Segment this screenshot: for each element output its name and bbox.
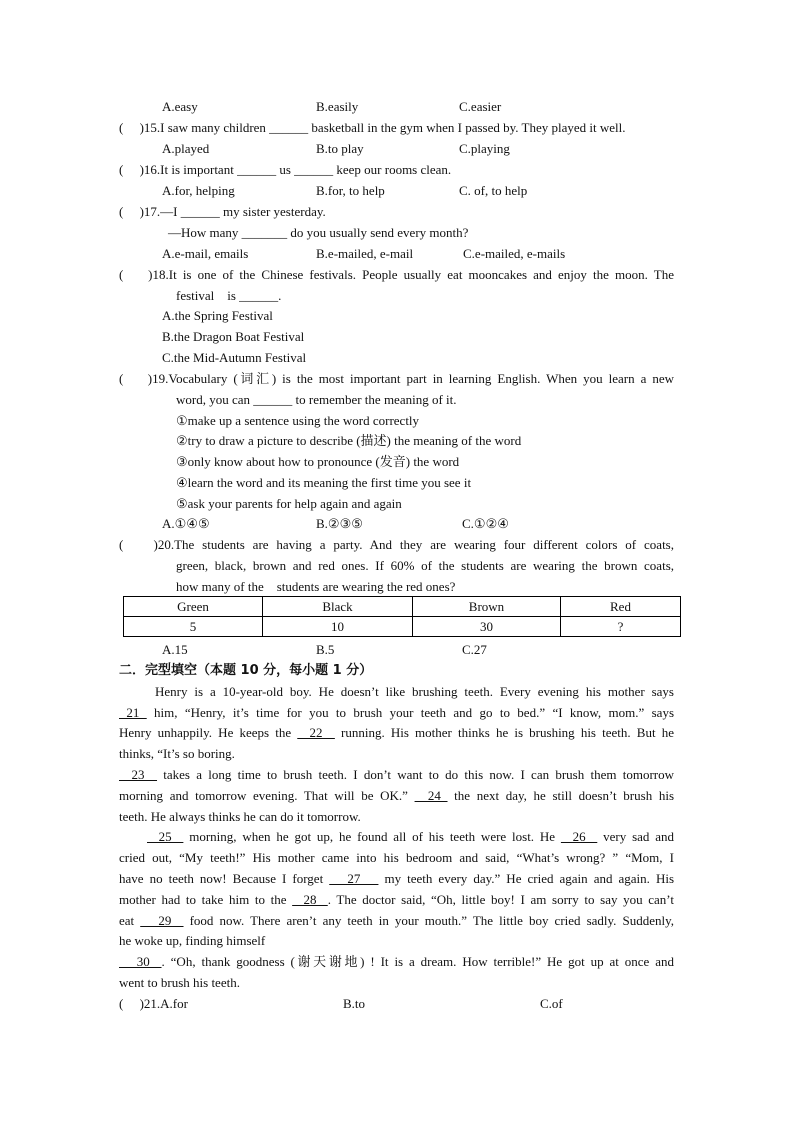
passage-line-8-text-a: morning, when he got up, he found all of his teeth were lost. He (183, 829, 561, 844)
q17-option-c: C.e-mailed, e-mails (463, 246, 566, 261)
passage-line-6-text-b: the next day, he still doesn’t brush his (447, 788, 675, 803)
q20-option-c: C.27 (462, 642, 487, 657)
q15-stem: ( )15.I saw many children ______ basketball in the gym when I passed by. They played it well. (119, 120, 626, 135)
q16-option-a: A.for, helping (162, 183, 235, 198)
q18-option-c: C.the Mid-Autumn Festival (162, 350, 307, 365)
passage-line-10 (119, 868, 674, 889)
table-cell-black: 10 (263, 617, 413, 637)
table-cell-green: 5 (124, 617, 263, 637)
passage-line-5 (119, 764, 674, 785)
passage-line-8-text-b: very sad and (597, 829, 675, 844)
q20-stem-line3: how many of the students are wearing the red ones? (176, 579, 456, 594)
passage-line-13: he woke up, finding himself (119, 933, 266, 948)
q17-stem: ( )17.—I ______ my sister yesterday. (119, 204, 326, 219)
q20-option-a: A.15 (162, 642, 188, 657)
q19-option-b: B.②③⑤ (316, 516, 363, 531)
passage-line-6-text-a: morning and tomorrow evening. That will be OK.” (119, 788, 415, 803)
passage-line-12-text-b: food now. There aren’t any teeth in your mouth.” The little boy cried sadly. Suddenly, (183, 913, 675, 928)
q15-option-a: A.played (162, 141, 210, 156)
table-header-brown: Brown (413, 597, 561, 617)
passage-line-11 (119, 889, 674, 910)
q18-option-b: B.the Dragon Boat Festival (162, 329, 305, 344)
passage-line-9: cried out, “My teeth!” His mother came into his bedroom and said, “What’s wrong? ” “Mom, I (119, 850, 674, 865)
q14-option-a: A.easy (162, 99, 198, 114)
q20-table (123, 596, 681, 637)
q19-stem: ( )19.Vocabulary (词汇) is the most important part in learning English. When you learn a new (119, 371, 674, 386)
passage-line-12-text-a: eat (119, 913, 141, 928)
q19-stem-line2: word, you can ______ to remember the meaning of it. (176, 392, 457, 407)
q20-stem: ( )20.The students are having a party. And they are wearing four different colors of coats, (119, 537, 674, 552)
passage-line-12 (119, 910, 674, 931)
passage-line-2-text: him, “Henry, it’s time for you to brush your teeth and go to bed.” “I know, mom.” says (146, 705, 675, 720)
table-cell-brown: 30 (413, 617, 561, 637)
passage-line-7: teeth. He always thinks he can do it tomorrow. (119, 809, 361, 824)
q19-item-2: ②try to draw a picture to describe (描述) the meaning of the word (176, 433, 522, 448)
passage-line-4: thinks, “It’s so boring. (119, 746, 235, 761)
passage-line-1: Henry is a 10-year-old boy. He doesn’t like brushing teeth. Every evening his mother says (155, 684, 674, 699)
blank-22: 22 (297, 725, 335, 740)
passage-line-11-text-b: . The doctor said, “Oh, little boy! I am sorry to say you can’t (327, 892, 675, 907)
q20-stem-line2: green, black, brown and red ones. If 60% of the students are wearing the brown coats, (176, 558, 674, 573)
q16-option-c: C. of, to help (459, 183, 528, 198)
q18-stem: ( )18.It is one of the Chinese festivals. People usually eat mooncakes and enjoy the moon. The (119, 267, 674, 282)
q20-option-b: B.5 (316, 642, 335, 657)
passage-line-6 (119, 785, 674, 806)
q19-option-c: C.①②④ (462, 516, 509, 531)
q15-option-b: B.to play (316, 141, 364, 156)
blank-30: 30 (119, 954, 162, 969)
passage-line-11-text-a: mother had to take him to the (119, 892, 293, 907)
passage-line-5-text: takes a long time to brush teeth. I don’t want to do this now. I can brush them tomorrow (157, 767, 675, 782)
q19-item-5: ⑤ask your parents for help again and again (176, 496, 402, 511)
blank-24: 24 (414, 788, 448, 803)
q17-option-a: A.e-mail, emails (162, 246, 249, 261)
blank-23: 23 (119, 767, 158, 782)
q21-option-b: B.to (343, 996, 366, 1011)
table-header-green: Green (124, 597, 263, 617)
passage-line-8 (147, 826, 674, 847)
table-header-black: Black (263, 597, 413, 617)
q19-item-1: ①make up a sentence using the word correctly (176, 413, 420, 428)
passage-line-3 (119, 722, 674, 743)
q21-stem: ( )21.A.for (119, 996, 188, 1011)
blank-29: 29 (140, 913, 184, 928)
q14-option-b: B.easily (316, 99, 359, 114)
q15-option-c: C.playing (459, 141, 510, 156)
q16-option-b: B.for, to help (316, 183, 385, 198)
section-2-title: 二．完型填空（本题 10 分，每小题 1 分） (119, 663, 373, 678)
q18-stem-line2: festival is ______. (176, 288, 282, 303)
q19-item-4: ④learn the word and its meaning the first time you see it (176, 475, 472, 490)
q17-stem-line2: —How many _______ do you usually send every month? (168, 225, 469, 240)
table-row (124, 617, 681, 637)
passage-line-10-text-b: my teeth every day.” He cried again and again. His (378, 871, 675, 886)
passage-line-15: went to brush his teeth. (119, 975, 240, 990)
passage-line-3-text-a: Henry unhappily. He keeps the (119, 725, 298, 740)
passage-line-10-text-a: have no teeth now! Because I forget (119, 871, 330, 886)
passage-line-3-text-b: running. His mother thinks he is brushing his teeth. But he (334, 725, 675, 740)
blank-21: 21 (119, 705, 147, 720)
blank-26: 26 (560, 829, 598, 844)
q16-stem: ( )16.It is important ______ us ______ keep our rooms clean. (119, 162, 452, 177)
table-cell-red: ? (561, 617, 681, 637)
passage-line-2 (119, 702, 674, 723)
q21-option-c: C.of (540, 996, 563, 1011)
blank-25: 25 (147, 829, 184, 844)
q19-option-a: A.①④⑤ (162, 516, 210, 531)
table-header-row (124, 597, 681, 617)
q19-item-3: ③only know about how to pronounce (发音) the word (176, 454, 460, 469)
passage-line-14-text: . “Oh, thank goodness (谢天谢地) ! It is a dream. How terrible!” He got up at once and (161, 954, 675, 969)
blank-28: 28 (292, 892, 328, 907)
blank-27: 27 (329, 871, 379, 886)
passage-line-14 (119, 951, 674, 972)
q18-option-a: A.the Spring Festival (162, 308, 273, 323)
q14-option-c: C.easier (459, 99, 502, 114)
table-header-red: Red (561, 597, 681, 617)
q17-option-b: B.e-mailed, e-mail (316, 246, 414, 261)
